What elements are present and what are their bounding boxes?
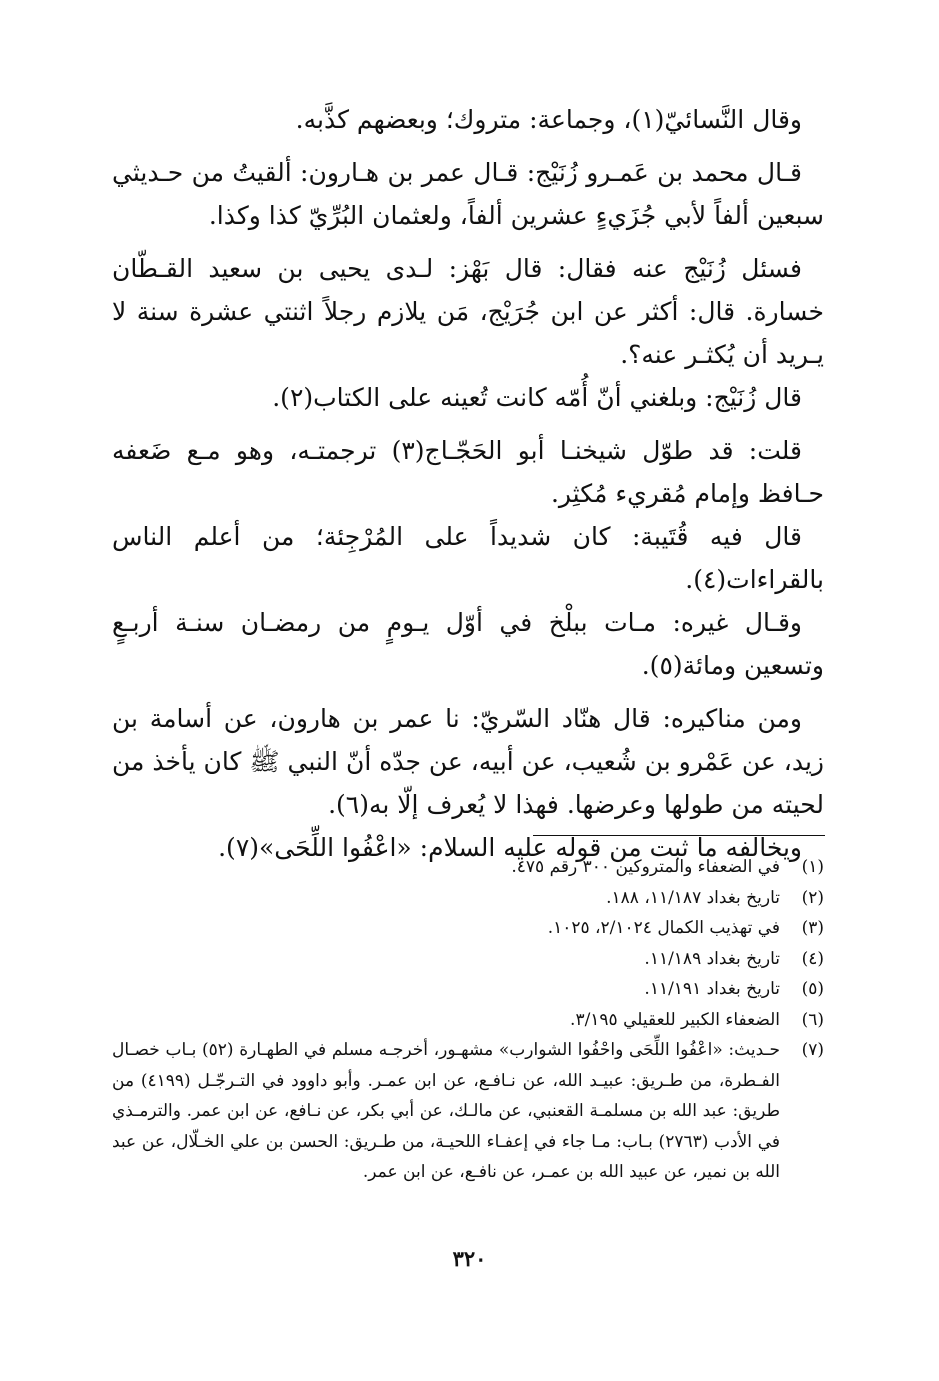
footnote	[112, 883, 824, 914]
page-number: ٣٢٠	[452, 1246, 487, 1271]
footnote-separator	[533, 835, 825, 836]
footnote-number: (٧)	[801, 1040, 824, 1060]
paragraph: فسئل زُنَيْج عنه فقال: قال بَهْز: لـدى يحيى بن سعيد القـطّان خسارة. قال: أكثر عن ابن جُرَيْج، مَن يلازم رجلاً اثنتي عشرة سنة لا يـريد أن يُكثـر عنه؟.	[112, 254, 824, 369]
paragraph: ويخالفه ما ثبت من قوله عليه السلام: «اعْفُوا اللِّحَى»(٧).	[218, 833, 802, 862]
footnote-text: تاريخ بغداد ١١/١٩١.	[644, 979, 780, 999]
paragraph: قال فيه قُتَيبة: كان شديداً على المُرْجِئة؛ من أعلم الناس بالقراءات(٤).	[112, 522, 824, 594]
footnote-number: (١)	[801, 857, 824, 877]
footnote	[112, 1005, 824, 1036]
footnote	[112, 852, 824, 883]
main-text	[112, 98, 824, 869]
footnote-number: (٤)	[801, 948, 824, 969]
footnote-number: (٥)	[801, 979, 824, 999]
footnote-text: الضعفاء الكبير للعقيلي ٣/١٩٥.	[570, 1009, 780, 1030]
paragraph: قلت: قد طوّل شيخنـا أبو الحَجّـاج(٣) ترجمتـه، وهو مـع ضَعفه حـافظ وإمام مُقريء مُكثِر.	[112, 436, 824, 508]
paragraph: قال زُنَيْج: وبلغني أنّ أُمّه كانت تُعينه على الكتاب(٢).	[272, 383, 802, 412]
footnote-number: (٣)	[801, 918, 824, 938]
paragraph: ومن مناكيره: قال هنّاد السّريّ: نا عمر بن هارون، عن أسامة بن زيد، عن عَمْرو بن شُعيب، عن أبيه، عن جدّه أنّ النبي ﷺ كان يأخذ من لحيته من طولها وعرضها. فهذا لا يُعرف إلّا به(٦).	[112, 704, 824, 819]
footnote-text: في تهذيب الكمال ٢/١٠٢٤، ١٠٢٥.	[547, 918, 780, 938]
footnotes	[112, 852, 824, 1188]
footnote-text: حـديث: «اعْفُوا اللِّحَى واحْفُوا الشوارب» مشهـور، أخرجـه مسلم في الطهـارة (٥٢) بـاب خصـال الفـطرة، من طـريق: عبيـد الله، عن نـافـع، عن ابن عمـر. وأبو داوود في التـرجّـل (٤١٩٩) من طريق: عبد الله بن مسلمـة القعنبي، عن مالـك، عن أبي بكر، عن نـافع، عن ابن عمر. والترمـذي في الأدب (٢٧٦٣) بـاب: مـا جاء في إعفـاء اللحيـة، من طـريق: الحسن بن علي الخـلّال، عن عبد الله بن نمير، عن عبيد الله بن عمـر، عن نافـع، عن ابن عمر.	[112, 1040, 781, 1182]
footnote	[112, 913, 824, 944]
footnote	[112, 944, 824, 975]
paragraph: قـال محمد بن عَمـرو زُنَيْج: قـال عمر بن هـارون: ألقيتُ من حـديثي سبعين ألفاً لأبي جُزَيءٍ عشرين ألفاً، ولعثمان البُرِّيّ كذا وكذا.	[112, 158, 824, 230]
footnote-text: في الضعفاء والمتروكين ٣٠٠ رقم ٤٧٥.	[511, 857, 780, 877]
footnote-text: تاريخ بغداد ١١/١٨٩.	[644, 948, 780, 969]
paragraph: وقـال غيره: مـات ببلْخ في أوّل يـومٍ من رمضـان سنـة أربـعٍ وتسعين ومائة(٥).	[112, 608, 824, 680]
paragraph: وقال النَّسائيّ(١)، وجماعة: متروك؛ وبعضهم كذَّبه.	[295, 105, 802, 134]
footnote-number: (٢)	[801, 887, 824, 908]
footnote	[112, 1035, 824, 1188]
footnote	[112, 974, 824, 1005]
footnote-number: (٦)	[801, 1009, 824, 1030]
footnote-text: تاريخ بغداد ١١/١٨٧، ١٨٨.	[606, 887, 780, 908]
